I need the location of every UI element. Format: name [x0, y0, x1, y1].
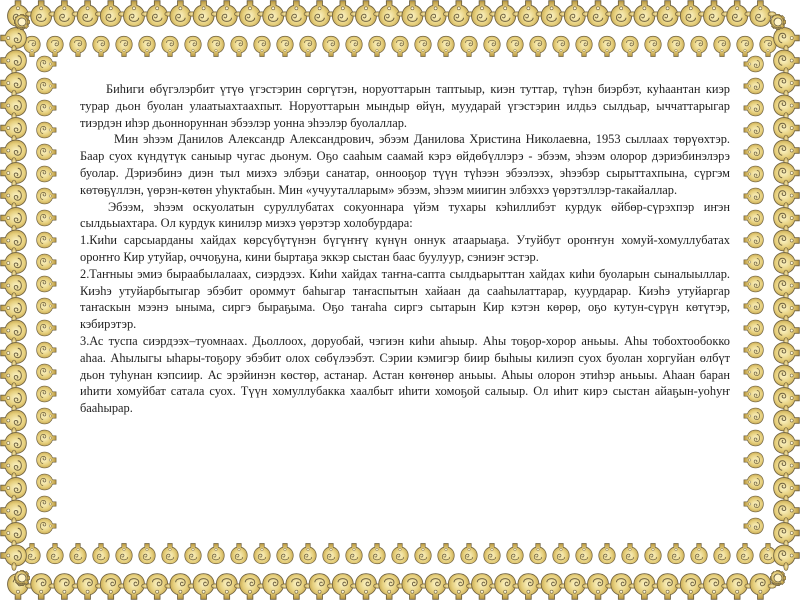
ornament-motif [645, 544, 662, 564]
ornament-motif [37, 56, 56, 72]
ornament-motif [737, 36, 754, 56]
paragraph-grandparents: Мин эһээм Данилов Александр Александрович, эбээм Данилова Христина Николаевна, 1953 сыллаах төрүөхтэр. Баар суох күндүтүк саныыр чугас дьонум. Оҕо сааһым саамай кэрэ өйдөбүллэрэ - эбээм, эһээм олорор дэриэбинэлэрэ буолар. Дэриэбинэ диэн тыл миэхэ элбэҕи санатар, оннооҕор түүн түһээн эбээлээх, эһээбэр сырыттахпына, сүргэм көтөҕүллэн, үөрэн-көтөн уһуктабын. Мин «учууталларым» эбээм, эһээм миигин элбэххэ үөрэтэллэр-такайаллар. [80, 132, 730, 197]
paragraph-intro: Биһиги өбүгэлэрбит үтүө үгэстэрин сөргүтэн, норуоттарын таптыыр, киэн туттар, түһэн биэрбэт, куһаантан киэр турар дьон буолан улаатыахтаахпыт. Норуоттарын мындыр өйүн, муударай үгэстэрин илдьэ сылдьар, ыччаттарыгар тиэрдэн иһэр дьонноруннан эбээлэр уонна эһээлэр буолаллар. [80, 82, 730, 130]
ornament-motif [124, 1, 145, 27]
ornament-motif [37, 364, 56, 380]
ornament-motif [744, 188, 763, 204]
ornament-motif [263, 1, 284, 27]
ornament-motif [70, 36, 87, 56]
paragraph-lessons-intro: Эбээм, эһээм оскуолатын суруллубатах сокуоннара үйэм тухары кэһиллибэт курдук өйбөр-сүрэхпэр иҥэн сылдьыахтара. Ол курдук кинилэр миэхэ үөрэтэр холобурдара: [80, 199, 730, 231]
ornament-motif [77, 1, 98, 27]
ornament-motif [564, 1, 585, 27]
ornament-motif [208, 36, 225, 56]
paragraph-rule-1: 1.Киһи сарсыарданы хайдах көрсүбүтүнэн бүгүҥҥү күнүн оннук атаарыаҕа. Утуйбут ороҥҥун хомуй-хомуллубатах ороҥҥо Кир утуйар, оччоҕуна, кини быртаҕа эккэр сыстан баас буулуур, сэниэҥ эстэр. [80, 233, 730, 264]
ornament-motif [277, 36, 294, 56]
ornament-motif [254, 36, 271, 56]
ornament-motif [309, 574, 330, 600]
ornament-motif [714, 36, 731, 56]
ornament-motif [704, 1, 725, 27]
ornament-motif [37, 408, 56, 424]
ornament-motif [37, 430, 56, 446]
ornament-motif [425, 1, 446, 27]
ornament-motif [668, 544, 685, 564]
ornament-motif [744, 518, 763, 534]
ornament-motif [124, 574, 145, 600]
ornament-motif [744, 364, 763, 380]
ornament-motif [286, 1, 307, 27]
ornament-motif [744, 210, 763, 226]
ornament-motif [691, 544, 708, 564]
ornament-motif [622, 36, 639, 56]
ornament-motif [448, 1, 469, 27]
ornament-motif [530, 36, 547, 56]
ornament-motif [744, 100, 763, 116]
ornament-motif [599, 36, 616, 56]
ornament-motif [448, 574, 469, 600]
ornament-motif [553, 36, 570, 56]
ornament-motif [300, 36, 317, 56]
ornament-motif [744, 386, 763, 402]
ornament-motif [576, 36, 593, 56]
ornament-motif [37, 342, 56, 358]
ornament-motif [37, 78, 56, 94]
ornament-motif [472, 574, 493, 600]
ornament-motif [37, 496, 56, 512]
ornament-motif [323, 544, 340, 564]
paragraph-rule-2: 2.Таҥныы эмиэ быраабылалаах, сиэрдээх. Киһи хайдах таҥна-сапта сылдьарыттан хайдах киһи буоларын сыналыыллар. Киэһэ утуйарбытыгар эбэбит ороммут баһыгар таҥаспытын хайаан да сааһылаттарар, куурдарар. Киэһэ утуйаргар таҥаскын мээнэ ыныма, сиргэ быраҕыма. Оҕо таҥаһа сиргэ сытарын Кир кэтэн көрөр, оҕо кутун-сүрүн көтүтэр, кэбирэтэр. [80, 266, 730, 332]
ornament-motif [727, 1, 748, 27]
ornament-motif [332, 1, 353, 27]
paragraph-rule-3: 3.Ас туспа сиэрдээх–туомнаах. Дьоллоох, доруобай, чэгиэн киһи аһыыр. Аһы тоҕор-хорор аньыы. Аһы тобохтообокко аhаа. Аһылыгы ыһары-тоҕору эбэбит олох сөбүлээбэт. Сэрии кэмигэр биир быһыы килиэп суох буолан хоргуйан өлбүт дьон туһунан кэпсиир. Ас эрэйинэн көстөр, астанар. Астан көҥөнөр аньыы. Аһыы олорон этиһэр аньыы. Аһаан баран иһити хомуйбат сатала суох. Түүн хомуллубакка хаалбыт иһити хомоҕой салыыр. Ол иһит кирэ сыстан айаҕын-уоһуҥ бааһырар. [80, 333, 730, 416]
ornament-motif [254, 544, 271, 564]
ornament-motif [530, 544, 547, 564]
ornament-motif [714, 544, 731, 564]
ornament-motif [37, 386, 56, 402]
ornament-motif [356, 1, 377, 27]
ornament-motif [588, 574, 609, 600]
ornament-motif [332, 574, 353, 600]
ornament-motif [553, 544, 570, 564]
ornament-motif [37, 298, 56, 314]
ornament-motif [216, 1, 237, 27]
ornament-motif [193, 574, 214, 600]
ornament-motif [208, 544, 225, 564]
ornament-motif [744, 496, 763, 512]
ornament-motif [37, 254, 56, 270]
ornament-motif [622, 544, 639, 564]
ornament-motif [744, 232, 763, 248]
document-text [80, 81, 730, 417]
ornament-motif [750, 1, 771, 27]
ornament-motif [47, 544, 64, 564]
ornament-motif [369, 36, 386, 56]
ornament-motif [139, 36, 156, 56]
ornament-motif [402, 1, 423, 27]
ornament-motif [31, 1, 52, 27]
ornament-link [12, 563, 16, 571]
ornament-motif [356, 574, 377, 600]
ornament-motif [231, 36, 248, 56]
ornament-motif [240, 574, 261, 600]
ornament-motif [541, 1, 562, 27]
ornament-motif [54, 1, 75, 27]
ornament-motif [300, 544, 317, 564]
ornament-motif [438, 544, 455, 564]
ornament-motif [438, 36, 455, 56]
ornament-motif [37, 144, 56, 160]
ornament-motif [744, 122, 763, 138]
ornament-motif [231, 544, 248, 564]
ornament-motif [704, 574, 725, 600]
ornament-motif [744, 166, 763, 182]
ornament-motif [77, 574, 98, 600]
ornament-motif [37, 452, 56, 468]
ornament-motif [37, 188, 56, 204]
ornament-motif [162, 36, 179, 56]
ornament-motif [484, 544, 501, 564]
ornament-motif [588, 1, 609, 27]
corner-rosette-center [774, 18, 782, 26]
ornament-motif [737, 544, 754, 564]
ornament-motif [70, 544, 87, 564]
ornament-motif [415, 544, 432, 564]
corner-rosette-center [774, 574, 782, 582]
ornament-motif [185, 544, 202, 564]
ornament-motif [93, 36, 110, 56]
ornament-motif [576, 544, 593, 564]
ornament-motif [744, 78, 763, 94]
ornament-motif [392, 36, 409, 56]
ornament-motif [100, 1, 121, 27]
ornament-motif [744, 452, 763, 468]
ornament-motif [93, 544, 110, 564]
ornament-motif [507, 36, 524, 56]
ornament-motif [309, 1, 330, 27]
ornament-motif [680, 574, 701, 600]
ornament-motif [116, 36, 133, 56]
ornament-motif [37, 232, 56, 248]
corner-rosette-center [18, 574, 26, 582]
ornament-motif [286, 574, 307, 600]
ornament-motif [415, 36, 432, 56]
ornament-motif [744, 276, 763, 292]
ornament-motif [518, 574, 539, 600]
ornament-motif [37, 518, 56, 534]
ornament-motif [425, 574, 446, 600]
ornament-motif [37, 122, 56, 138]
ornament-motif [170, 574, 191, 600]
ornament-motif [744, 408, 763, 424]
ornament-motif [162, 544, 179, 564]
ornament-motif [461, 36, 478, 56]
ornament-motif [599, 544, 616, 564]
ornament-motif [402, 574, 423, 600]
corner-rosette-center [18, 18, 26, 26]
ornament-motif [634, 1, 655, 27]
ornament-motif [744, 298, 763, 314]
ornament-motif [240, 1, 261, 27]
ornament-motif [193, 1, 214, 27]
ornament-motif [645, 36, 662, 56]
ornament-motif [147, 1, 168, 27]
ornament-motif [727, 574, 748, 600]
ornament-motif [744, 56, 763, 72]
ornament-motif [47, 36, 64, 56]
ornament-motif [392, 544, 409, 564]
ornament-motif [263, 574, 284, 600]
ornament-motif [139, 544, 156, 564]
ornament-motif [744, 474, 763, 490]
ornament-motif [507, 544, 524, 564]
ornament-motif [691, 36, 708, 56]
ornament-motif [54, 574, 75, 600]
ornament-motif [379, 1, 400, 27]
ornament-motif [147, 574, 168, 600]
ornament-motif [541, 574, 562, 600]
ornament-motif [744, 430, 763, 446]
ornament-motif [744, 144, 763, 160]
ornament-motif [744, 254, 763, 270]
ornament-motif [216, 574, 237, 600]
ornament-motif [657, 574, 678, 600]
ornament-motif [277, 544, 294, 564]
ornament-motif [37, 210, 56, 226]
ornament-motif [657, 1, 678, 27]
ornament-motif [472, 1, 493, 27]
ornament-motif [461, 544, 478, 564]
ornament-motif [185, 36, 202, 56]
ornament-motif [369, 544, 386, 564]
ornament-motif [116, 544, 133, 564]
ornament-motif [323, 36, 340, 56]
ornament-motif [495, 574, 516, 600]
ornament-motif [31, 574, 52, 600]
ornament-motif [37, 166, 56, 182]
ornament-motif [484, 36, 501, 56]
ornament-motif [495, 1, 516, 27]
ornament-motif [750, 574, 771, 600]
ornament-motif [170, 1, 191, 27]
ornament-motif [37, 320, 56, 336]
ornament-motif [379, 574, 400, 600]
ornament-motif [346, 36, 363, 56]
ornament-motif [744, 342, 763, 358]
ornament-motif [680, 1, 701, 27]
ornament-motif [744, 320, 763, 336]
ornament-motif [37, 276, 56, 292]
ornament-motif [634, 574, 655, 600]
ornament-motif [518, 1, 539, 27]
ornament-motif [37, 474, 56, 490]
ornament-motif [668, 36, 685, 56]
ornament-motif [37, 100, 56, 116]
ornament-link [784, 563, 788, 571]
ornament-motif [564, 574, 585, 600]
ornament-motif [346, 544, 363, 564]
ornament-motif [611, 574, 632, 600]
ornament-motif [100, 574, 121, 600]
ornament-motif [611, 1, 632, 27]
